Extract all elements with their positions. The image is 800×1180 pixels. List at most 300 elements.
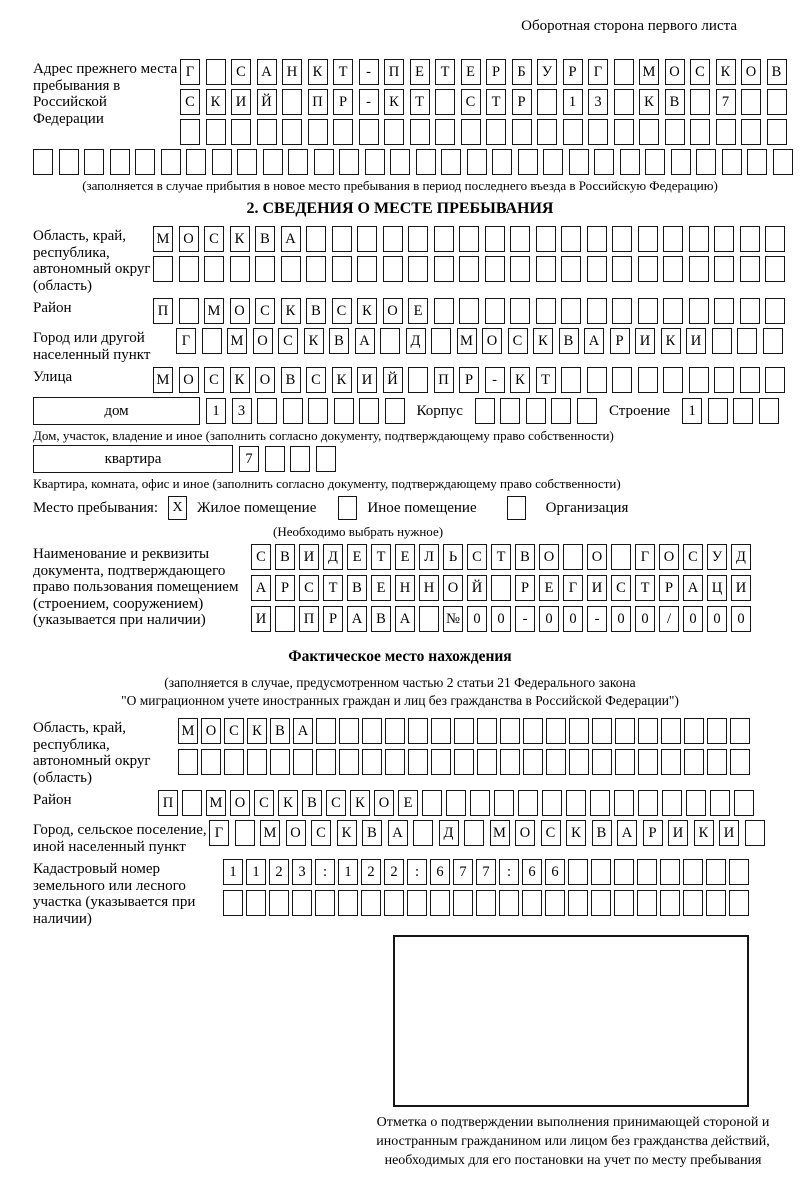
char-cell[interactable] (186, 149, 206, 175)
char-cell[interactable] (765, 226, 785, 252)
char-cell[interactable] (441, 149, 461, 175)
char-cell[interactable]: 0 (491, 606, 511, 632)
char-cell[interactable] (568, 890, 588, 916)
char-cell[interactable] (747, 149, 767, 175)
char-cell[interactable] (385, 718, 405, 744)
char-cell[interactable]: Н (395, 575, 415, 601)
char-cell[interactable]: С (231, 59, 251, 85)
char-cell[interactable] (316, 718, 336, 744)
char-cell[interactable]: П (158, 790, 178, 816)
char-cell[interactable] (413, 820, 433, 846)
char-cell[interactable]: Т (491, 544, 511, 570)
char-cell[interactable] (384, 119, 404, 145)
char-cell[interactable] (714, 256, 734, 282)
char-cell[interactable] (689, 298, 709, 324)
char-cell[interactable] (435, 119, 455, 145)
char-cell[interactable]: К (384, 89, 404, 115)
stay-type-checkbox-residential[interactable]: Х (168, 496, 187, 520)
char-cell[interactable] (733, 398, 753, 424)
char-cell[interactable]: С (508, 328, 528, 354)
char-cell[interactable] (684, 749, 704, 775)
char-cell[interactable] (110, 149, 130, 175)
char-cell[interactable]: Е (408, 298, 428, 324)
char-cell[interactable]: У (707, 544, 727, 570)
char-cell[interactable]: Е (347, 544, 367, 570)
char-cell[interactable]: И (731, 575, 751, 601)
char-cell[interactable] (257, 119, 277, 145)
char-cell[interactable] (407, 890, 427, 916)
char-cell[interactable] (587, 367, 607, 393)
char-cell[interactable] (231, 119, 251, 145)
char-cell[interactable] (246, 890, 266, 916)
char-cell[interactable]: С (467, 544, 487, 570)
char-cell[interactable] (201, 749, 221, 775)
char-cell[interactable]: Т (410, 89, 430, 115)
char-cell[interactable]: 2 (384, 859, 404, 885)
char-cell[interactable]: Р (610, 328, 630, 354)
char-cell[interactable]: 0 (539, 606, 559, 632)
char-cell[interactable] (435, 89, 455, 115)
char-cell[interactable] (290, 446, 310, 472)
char-cell[interactable] (339, 749, 359, 775)
char-cell[interactable]: О (230, 298, 250, 324)
char-cell[interactable] (33, 149, 53, 175)
char-cell[interactable] (745, 820, 765, 846)
char-cell[interactable] (500, 398, 520, 424)
char-cell[interactable] (590, 790, 610, 816)
char-cell[interactable]: Г (588, 59, 608, 85)
char-cell[interactable] (765, 367, 785, 393)
char-cell[interactable]: С (332, 298, 352, 324)
char-cell[interactable] (637, 890, 657, 916)
char-cell[interactable]: Д (406, 328, 426, 354)
char-cell[interactable] (696, 149, 716, 175)
char-cell[interactable]: В (281, 367, 301, 393)
char-cell[interactable] (638, 367, 658, 393)
char-cell[interactable]: К (694, 820, 714, 846)
char-cell[interactable] (577, 398, 597, 424)
char-cell[interactable] (686, 790, 706, 816)
char-cell[interactable]: М (178, 718, 198, 744)
char-cell[interactable]: / (659, 606, 679, 632)
char-cell[interactable] (537, 119, 557, 145)
char-cell[interactable] (546, 749, 566, 775)
char-cell[interactable] (737, 328, 757, 354)
char-cell[interactable]: К (350, 790, 370, 816)
char-cell[interactable]: Й (467, 575, 487, 601)
char-cell[interactable] (306, 226, 326, 252)
char-cell[interactable]: Г (563, 575, 583, 601)
char-cell[interactable] (765, 298, 785, 324)
char-cell[interactable] (308, 398, 328, 424)
char-cell[interactable] (408, 749, 428, 775)
char-cell[interactable]: П (384, 59, 404, 85)
char-cell[interactable] (689, 226, 709, 252)
char-cell[interactable] (453, 890, 473, 916)
char-cell[interactable] (282, 89, 302, 115)
char-cell[interactable] (161, 149, 181, 175)
char-cell[interactable]: Г (176, 328, 196, 354)
char-cell[interactable]: А (281, 226, 301, 252)
char-cell[interactable] (419, 606, 439, 632)
char-cell[interactable] (591, 859, 611, 885)
char-cell[interactable]: У (537, 59, 557, 85)
char-cell[interactable] (546, 718, 566, 744)
char-cell[interactable] (614, 890, 634, 916)
char-cell[interactable]: К (566, 820, 586, 846)
char-cell[interactable]: А (355, 328, 375, 354)
char-cell[interactable]: Е (410, 59, 430, 85)
char-cell[interactable] (178, 749, 198, 775)
char-cell[interactable] (561, 226, 581, 252)
char-cell[interactable] (683, 859, 703, 885)
char-cell[interactable] (477, 749, 497, 775)
char-cell[interactable] (536, 298, 556, 324)
char-cell[interactable] (288, 149, 308, 175)
char-cell[interactable]: В (329, 328, 349, 354)
char-cell[interactable] (212, 149, 232, 175)
char-cell[interactable] (339, 718, 359, 744)
char-cell[interactable]: К (230, 367, 250, 393)
char-cell[interactable] (591, 890, 611, 916)
char-cell[interactable]: О (665, 59, 685, 85)
char-cell[interactable]: Е (398, 790, 418, 816)
char-cell[interactable]: С (180, 89, 200, 115)
char-cell[interactable]: К (332, 367, 352, 393)
char-cell[interactable]: К (661, 328, 681, 354)
char-cell[interactable] (708, 398, 728, 424)
char-cell[interactable] (615, 749, 635, 775)
char-cell[interactable]: Т (635, 575, 655, 601)
char-cell[interactable]: 0 (683, 606, 703, 632)
char-cell[interactable]: С (204, 226, 224, 252)
char-cell[interactable] (710, 790, 730, 816)
char-cell[interactable] (563, 119, 583, 145)
char-cell[interactable] (282, 119, 302, 145)
char-cell[interactable] (661, 749, 681, 775)
char-cell[interactable] (545, 890, 565, 916)
char-cell[interactable] (518, 149, 538, 175)
char-cell[interactable] (485, 226, 505, 252)
char-cell[interactable] (135, 149, 155, 175)
char-cell[interactable] (204, 256, 224, 282)
char-cell[interactable] (475, 398, 495, 424)
char-cell[interactable]: 0 (635, 606, 655, 632)
char-cell[interactable]: К (206, 89, 226, 115)
char-cell[interactable]: Н (282, 59, 302, 85)
char-cell[interactable] (500, 749, 520, 775)
char-cell[interactable] (638, 298, 658, 324)
char-cell[interactable] (561, 367, 581, 393)
char-cell[interactable] (566, 790, 586, 816)
char-cell[interactable] (637, 859, 657, 885)
char-cell[interactable] (665, 119, 685, 145)
char-cell[interactable] (408, 256, 428, 282)
char-cell[interactable] (316, 446, 336, 472)
char-cell[interactable] (459, 226, 479, 252)
char-cell[interactable] (333, 119, 353, 145)
char-cell[interactable]: 0 (563, 606, 583, 632)
char-cell[interactable]: Р (643, 820, 663, 846)
char-cell[interactable] (223, 890, 243, 916)
char-cell[interactable] (706, 890, 726, 916)
char-cell[interactable] (734, 790, 754, 816)
char-cell[interactable] (592, 749, 612, 775)
char-cell[interactable]: П (299, 606, 319, 632)
char-cell[interactable]: О (539, 544, 559, 570)
char-cell[interactable] (485, 256, 505, 282)
char-cell[interactable]: С (204, 367, 224, 393)
char-cell[interactable] (707, 718, 727, 744)
char-cell[interactable]: Р (459, 367, 479, 393)
char-cell[interactable] (740, 298, 760, 324)
char-cell[interactable] (269, 890, 289, 916)
char-cell[interactable]: В (592, 820, 612, 846)
char-cell[interactable]: Б (512, 59, 532, 85)
char-cell[interactable]: Р (275, 575, 295, 601)
char-cell[interactable]: П (153, 298, 173, 324)
char-cell[interactable] (434, 256, 454, 282)
char-cell[interactable]: Д (323, 544, 343, 570)
char-cell[interactable] (476, 890, 496, 916)
char-cell[interactable] (638, 226, 658, 252)
char-cell[interactable] (660, 890, 680, 916)
char-cell[interactable] (526, 398, 546, 424)
char-cell[interactable]: М (206, 790, 226, 816)
char-cell[interactable]: К (533, 328, 553, 354)
char-cell[interactable] (384, 890, 404, 916)
char-cell[interactable] (638, 256, 658, 282)
char-cell[interactable]: К (230, 226, 250, 252)
char-cell[interactable]: К (308, 59, 328, 85)
char-cell[interactable]: Т (333, 59, 353, 85)
char-cell[interactable] (614, 790, 634, 816)
char-cell[interactable]: В (362, 820, 382, 846)
char-cell[interactable]: Г (635, 544, 655, 570)
char-cell[interactable]: - (359, 89, 379, 115)
char-cell[interactable] (741, 89, 761, 115)
char-cell[interactable]: М (260, 820, 280, 846)
char-cell[interactable] (362, 718, 382, 744)
char-cell[interactable] (663, 226, 683, 252)
char-cell[interactable] (767, 89, 787, 115)
char-cell[interactable] (434, 226, 454, 252)
char-cell[interactable] (357, 226, 377, 252)
char-cell[interactable] (561, 256, 581, 282)
char-cell[interactable]: О (179, 367, 199, 393)
char-cell[interactable]: С (311, 820, 331, 846)
char-cell[interactable]: № (443, 606, 463, 632)
char-cell[interactable]: 0 (467, 606, 487, 632)
char-cell[interactable]: Ь (443, 544, 463, 570)
char-cell[interactable]: Р (659, 575, 679, 601)
char-cell[interactable] (459, 298, 479, 324)
char-cell[interactable]: И (635, 328, 655, 354)
char-cell[interactable]: М (153, 367, 173, 393)
char-cell[interactable] (408, 367, 428, 393)
char-cell[interactable] (612, 298, 632, 324)
char-cell[interactable] (257, 398, 277, 424)
char-cell[interactable]: 7 (716, 89, 736, 115)
char-cell[interactable]: О (741, 59, 761, 85)
char-cell[interactable]: О (443, 575, 463, 601)
char-cell[interactable] (759, 398, 779, 424)
char-cell[interactable]: В (347, 575, 367, 601)
char-cell[interactable] (179, 256, 199, 282)
char-cell[interactable]: К (247, 718, 267, 744)
char-cell[interactable]: - (587, 606, 607, 632)
char-cell[interactable] (461, 119, 481, 145)
char-cell[interactable] (390, 149, 410, 175)
char-cell[interactable] (265, 446, 285, 472)
char-cell[interactable]: 2 (269, 859, 289, 885)
char-cell[interactable] (275, 606, 295, 632)
char-cell[interactable] (206, 119, 226, 145)
char-cell[interactable]: 3 (292, 859, 312, 885)
char-cell[interactable] (510, 256, 530, 282)
char-cell[interactable]: К (357, 298, 377, 324)
char-cell[interactable] (494, 790, 514, 816)
char-cell[interactable] (592, 718, 612, 744)
char-cell[interactable]: О (230, 790, 250, 816)
char-cell[interactable]: 0 (707, 606, 727, 632)
char-cell[interactable] (235, 820, 255, 846)
char-cell[interactable] (332, 226, 352, 252)
char-cell[interactable] (684, 718, 704, 744)
char-cell[interactable]: С (306, 367, 326, 393)
char-cell[interactable] (522, 890, 542, 916)
char-cell[interactable] (663, 367, 683, 393)
char-cell[interactable]: 1 (563, 89, 583, 115)
char-cell[interactable]: А (257, 59, 277, 85)
char-cell[interactable] (283, 398, 303, 424)
char-cell[interactable] (230, 256, 250, 282)
char-cell[interactable] (611, 544, 631, 570)
char-cell[interactable]: Й (383, 367, 403, 393)
char-cell[interactable] (714, 298, 734, 324)
char-cell[interactable] (615, 718, 635, 744)
char-cell[interactable] (467, 149, 487, 175)
char-cell[interactable] (638, 790, 658, 816)
char-cell[interactable] (536, 256, 556, 282)
char-cell[interactable] (410, 119, 430, 145)
char-cell[interactable] (306, 256, 326, 282)
char-cell[interactable]: Л (419, 544, 439, 570)
char-cell[interactable]: М (204, 298, 224, 324)
char-cell[interactable]: 0 (611, 606, 631, 632)
char-cell[interactable]: Е (461, 59, 481, 85)
char-cell[interactable] (431, 718, 451, 744)
char-cell[interactable] (365, 149, 385, 175)
stay-type-checkbox-organization[interactable] (507, 496, 526, 520)
char-cell[interactable]: 2 (361, 859, 381, 885)
char-cell[interactable] (499, 890, 519, 916)
char-cell[interactable] (563, 544, 583, 570)
char-cell[interactable]: К (337, 820, 357, 846)
char-cell[interactable] (765, 256, 785, 282)
char-cell[interactable]: Д (439, 820, 459, 846)
char-cell[interactable] (334, 398, 354, 424)
char-cell[interactable]: А (683, 575, 703, 601)
char-cell[interactable]: О (659, 544, 679, 570)
char-cell[interactable]: Р (333, 89, 353, 115)
char-cell[interactable] (510, 226, 530, 252)
char-cell[interactable]: - (485, 367, 505, 393)
char-cell[interactable] (500, 718, 520, 744)
char-cell[interactable] (293, 749, 313, 775)
char-cell[interactable]: 1 (246, 859, 266, 885)
char-cell[interactable]: И (251, 606, 271, 632)
char-cell[interactable]: Д (731, 544, 751, 570)
char-cell[interactable]: К (639, 89, 659, 115)
char-cell[interactable] (614, 89, 634, 115)
char-cell[interactable] (454, 718, 474, 744)
char-cell[interactable]: В (306, 298, 326, 324)
char-cell[interactable] (485, 298, 505, 324)
char-cell[interactable] (422, 790, 442, 816)
char-cell[interactable]: 3 (232, 398, 252, 424)
char-cell[interactable]: Е (371, 575, 391, 601)
char-cell[interactable]: П (308, 89, 328, 115)
char-cell[interactable] (385, 749, 405, 775)
char-cell[interactable] (339, 149, 359, 175)
char-cell[interactable] (434, 298, 454, 324)
char-cell[interactable] (706, 859, 726, 885)
char-cell[interactable]: О (286, 820, 306, 846)
char-cell[interactable] (612, 256, 632, 282)
char-cell[interactable] (385, 398, 405, 424)
char-cell[interactable] (316, 749, 336, 775)
char-cell[interactable]: Е (539, 575, 559, 601)
char-cell[interactable] (614, 59, 634, 85)
char-cell[interactable]: И (299, 544, 319, 570)
char-cell[interactable] (587, 256, 607, 282)
char-cell[interactable] (477, 718, 497, 744)
char-cell[interactable] (430, 890, 450, 916)
char-cell[interactable]: В (767, 59, 787, 85)
char-cell[interactable] (662, 790, 682, 816)
char-cell[interactable] (689, 367, 709, 393)
char-cell[interactable] (308, 119, 328, 145)
char-cell[interactable] (459, 256, 479, 282)
char-cell[interactable] (359, 119, 379, 145)
char-cell[interactable] (729, 859, 749, 885)
char-cell[interactable]: О (253, 328, 273, 354)
char-cell[interactable] (740, 256, 760, 282)
char-cell[interactable]: : (315, 859, 335, 885)
char-cell[interactable]: А (388, 820, 408, 846)
char-cell[interactable]: О (515, 820, 535, 846)
char-cell[interactable] (767, 119, 787, 145)
char-cell[interactable]: 7 (239, 446, 259, 472)
char-cell[interactable] (614, 859, 634, 885)
char-cell[interactable]: А (395, 606, 415, 632)
char-cell[interactable] (247, 749, 267, 775)
char-cell[interactable]: О (587, 544, 607, 570)
char-cell[interactable] (638, 718, 658, 744)
char-cell[interactable] (202, 328, 222, 354)
char-cell[interactable]: 6 (430, 859, 450, 885)
char-cell[interactable] (661, 718, 681, 744)
char-cell[interactable]: М (639, 59, 659, 85)
char-cell[interactable]: И (668, 820, 688, 846)
char-cell[interactable] (740, 367, 760, 393)
char-cell[interactable]: М (153, 226, 173, 252)
char-cell[interactable]: 6 (545, 859, 565, 885)
char-cell[interactable] (383, 226, 403, 252)
char-cell[interactable] (408, 718, 428, 744)
char-cell[interactable]: Т (486, 89, 506, 115)
